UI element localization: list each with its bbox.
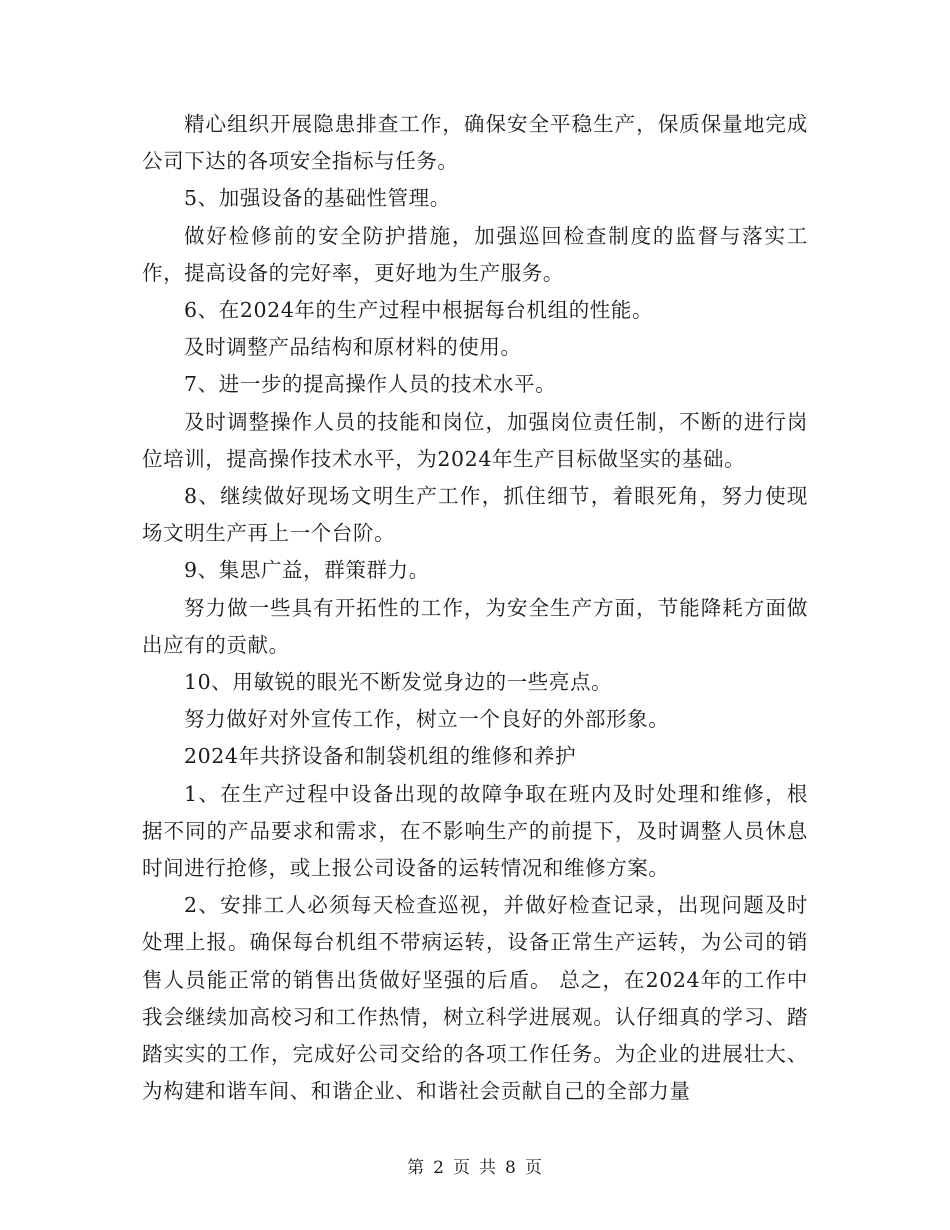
paragraph: 5、加强设备的基础性管理。 [184, 186, 451, 211]
current-page-number: 2 [433, 1158, 445, 1178]
paragraph: 2、安排工人必须每天检查巡视，并做好检查记录，出现问题及时处理上报。确保每台机组不带病运转，设备正常生产运转，为公司的销售人员能正常的销售出货做好坚强的后盾。 总之，在2024年的工作中我会继续加高校习和工作热情，树立科学进展观。认仔细真的学习、踏踏实实的工作，完成好公司交给的各项工作任务。为企业的进展壮大、为构建和谐车间、和谐企业、和谐社会贡献自己的全部力量 [142, 893, 808, 1104]
paragraph: 10、用敏锐的眼光不断发觉身边的一些亮点。 [184, 670, 613, 695]
paragraph: 9、集思广益，群策群力。 [184, 558, 430, 583]
paragraph: 7、进一步的提高操作人员的技术水平。 [184, 372, 557, 397]
section-heading: 2024年共挤设备和制袋机组的维修和养护 [184, 744, 577, 769]
paragraph: 精心组织开展隐患排查工作，确保安全平稳生产，保质保量地完成公司下达的各项安全指标与任务。 [142, 112, 808, 174]
page-label-mid: 页 [453, 1158, 471, 1178]
paragraph: 做好检修前的安全防护措施，加强巡回检查制度的监督与落实工作，提高设备的完好率，更好地为生产服务。 [142, 223, 808, 285]
paragraph: 1、在生产过程中设备出现的故障争取在班内及时处理和维修，根据不同的产品要求和需求，在不影响生产的前提下，及时调整人员休息时间进行抢修，或上报公司设备的运转情况和维修方案。 [142, 781, 808, 881]
paragraph: 努力做好对外宣传工作，树立一个良好的外部形象。 [184, 707, 670, 732]
page-footer [0, 1153, 950, 1178]
paragraph: 及时调整操作人员的技能和岗位，加强岗位责任制，不断的进行岗位培训，提高操作技术水平，为2024年生产目标做坚实的基础。 [142, 409, 808, 471]
total-page-count: 8 [505, 1158, 517, 1178]
paragraph: 8、继续做好现场文明生产工作，抓住细节，着眼死角，努力使现场文明生产再上一个台阶。 [142, 484, 808, 546]
document-body [142, 106, 808, 1110]
page-label-suffix: 页 [524, 1158, 543, 1178]
total-label-prefix: 共 [479, 1158, 497, 1178]
paragraph: 及时调整产品结构和原材料的使用。 [184, 335, 522, 360]
page-label-prefix: 第 [407, 1158, 426, 1178]
paragraph: 6、在2024年的生产过程中根据每台机组的性能。 [184, 298, 654, 323]
paragraph: 努力做一些具有开拓性的工作，为安全生产方面，节能降耗方面做出应有的贡献。 [142, 595, 808, 657]
